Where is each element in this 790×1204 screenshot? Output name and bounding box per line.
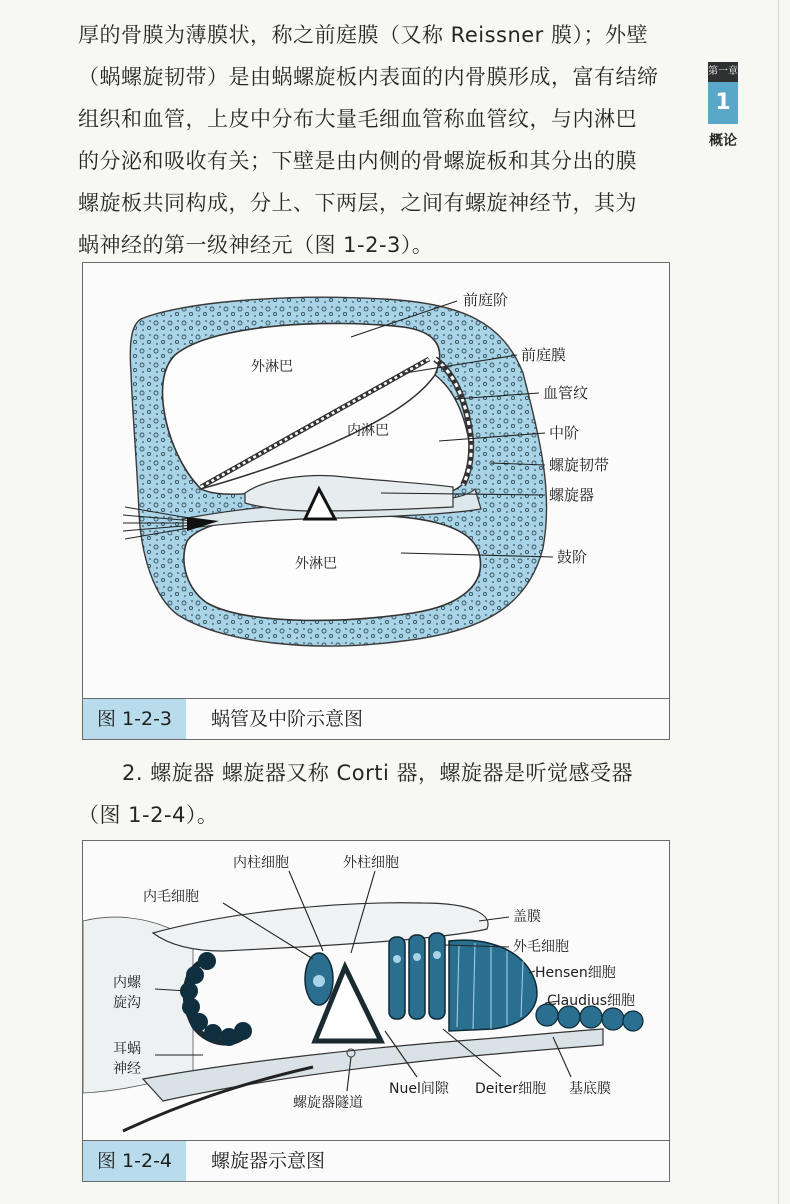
label-outer-pillar: 外柱细胞: [343, 855, 399, 871]
inner-hair-cell: [305, 953, 333, 1005]
label-deiter: Deiter细胞: [475, 1081, 547, 1097]
label-cochlear-nerve-1: 耳蜗: [113, 1041, 141, 1057]
figure2-caption-number: 图 1-2-4: [83, 1141, 186, 1181]
text-line: 2. 螺旋器 螺旋器又称 Corti 器，螺旋器是听觉感受器: [122, 761, 633, 785]
label-organ-of-corti: 螺旋器: [549, 486, 595, 504]
section-title: 概论: [709, 133, 737, 149]
figure-cochlear-duct: [82, 262, 670, 740]
page-edge-rule: [778, 0, 779, 1204]
text-line: 的分泌和吸收有关；下壁是由内侧的骨螺旋板和其分出的膜: [78, 149, 637, 173]
figure2-caption-title: 螺旋器示意图: [211, 1150, 326, 1172]
figure1-caption-band: [83, 698, 669, 739]
label-scala-vestibuli: 前庭阶: [463, 291, 509, 309]
label-perilymph-bottom: 外淋巴: [295, 556, 337, 572]
chapter-side-tab: [708, 62, 738, 150]
chapter-label: 第一章: [708, 62, 738, 82]
text-line: 厚的骨膜为薄膜状，称之前庭膜（又称 Reissner 膜）；外壁: [78, 23, 648, 47]
body-paragraph-1: [78, 14, 708, 266]
label-inner-sulcus-1: 内螺: [113, 975, 141, 991]
text-line: 组织和血管，上皮中分布大量毛细血管称血管纹，与内淋巴: [78, 107, 637, 131]
text-line: （蜗螺旋韧带）是由蜗螺旋板内表面的内骨膜形成，富有结缔: [78, 65, 659, 89]
label-scala-tympani: 鼓阶: [557, 548, 588, 566]
label-cochlear-nerve-2: 神经: [113, 1061, 141, 1077]
label-tunnel: 螺旋器隧道: [293, 1095, 363, 1111]
label-tectorial: 盖膜: [513, 909, 541, 925]
label-scala-media: 中阶: [549, 424, 580, 442]
label-claudius: Claudius细胞: [547, 993, 636, 1009]
label-basilar: 基底膜: [569, 1081, 611, 1097]
label-vestibular-membrane: 前庭膜: [521, 346, 567, 364]
label-outer-hair: 外毛细胞: [513, 939, 569, 955]
body-paragraph-2: [78, 752, 708, 836]
label-inner-hair: 内毛细胞: [143, 889, 199, 905]
chapter-number: 1: [708, 82, 738, 124]
label-hensen: Hensen细胞: [535, 965, 616, 981]
label-spiral-ligament: 螺旋韧带: [549, 456, 610, 474]
label-nuel: Nuel间隙: [389, 1081, 449, 1097]
label-endolymph: 内淋巴: [347, 423, 389, 439]
figure1-caption-number: 图 1-2-3: [83, 699, 186, 739]
figure-organ-of-corti: [82, 840, 670, 1182]
label-inner-sulcus-2: 旋沟: [113, 995, 141, 1011]
text-line: 蜗神经的第一级神经元（图 1-2-3）。: [78, 233, 434, 257]
outer-hair-cells: [389, 933, 445, 1019]
label-perilymph-top: 外淋巴: [251, 359, 293, 375]
text-line: 螺旋板共同构成，分上、下两层，之间有螺旋神经节，其为: [78, 191, 637, 215]
figure2-caption-band: [83, 1140, 669, 1181]
label-inner-pillar: 内柱细胞: [233, 855, 289, 871]
figure1-caption-title: 蜗管及中阶示意图: [211, 708, 364, 730]
cochlear-duct-diagram: [83, 263, 669, 699]
text-line: （图 1-2-4）。: [78, 803, 219, 827]
organ-of-corti-diagram: [83, 841, 669, 1141]
label-stria-vascularis: 血管纹: [543, 384, 589, 402]
